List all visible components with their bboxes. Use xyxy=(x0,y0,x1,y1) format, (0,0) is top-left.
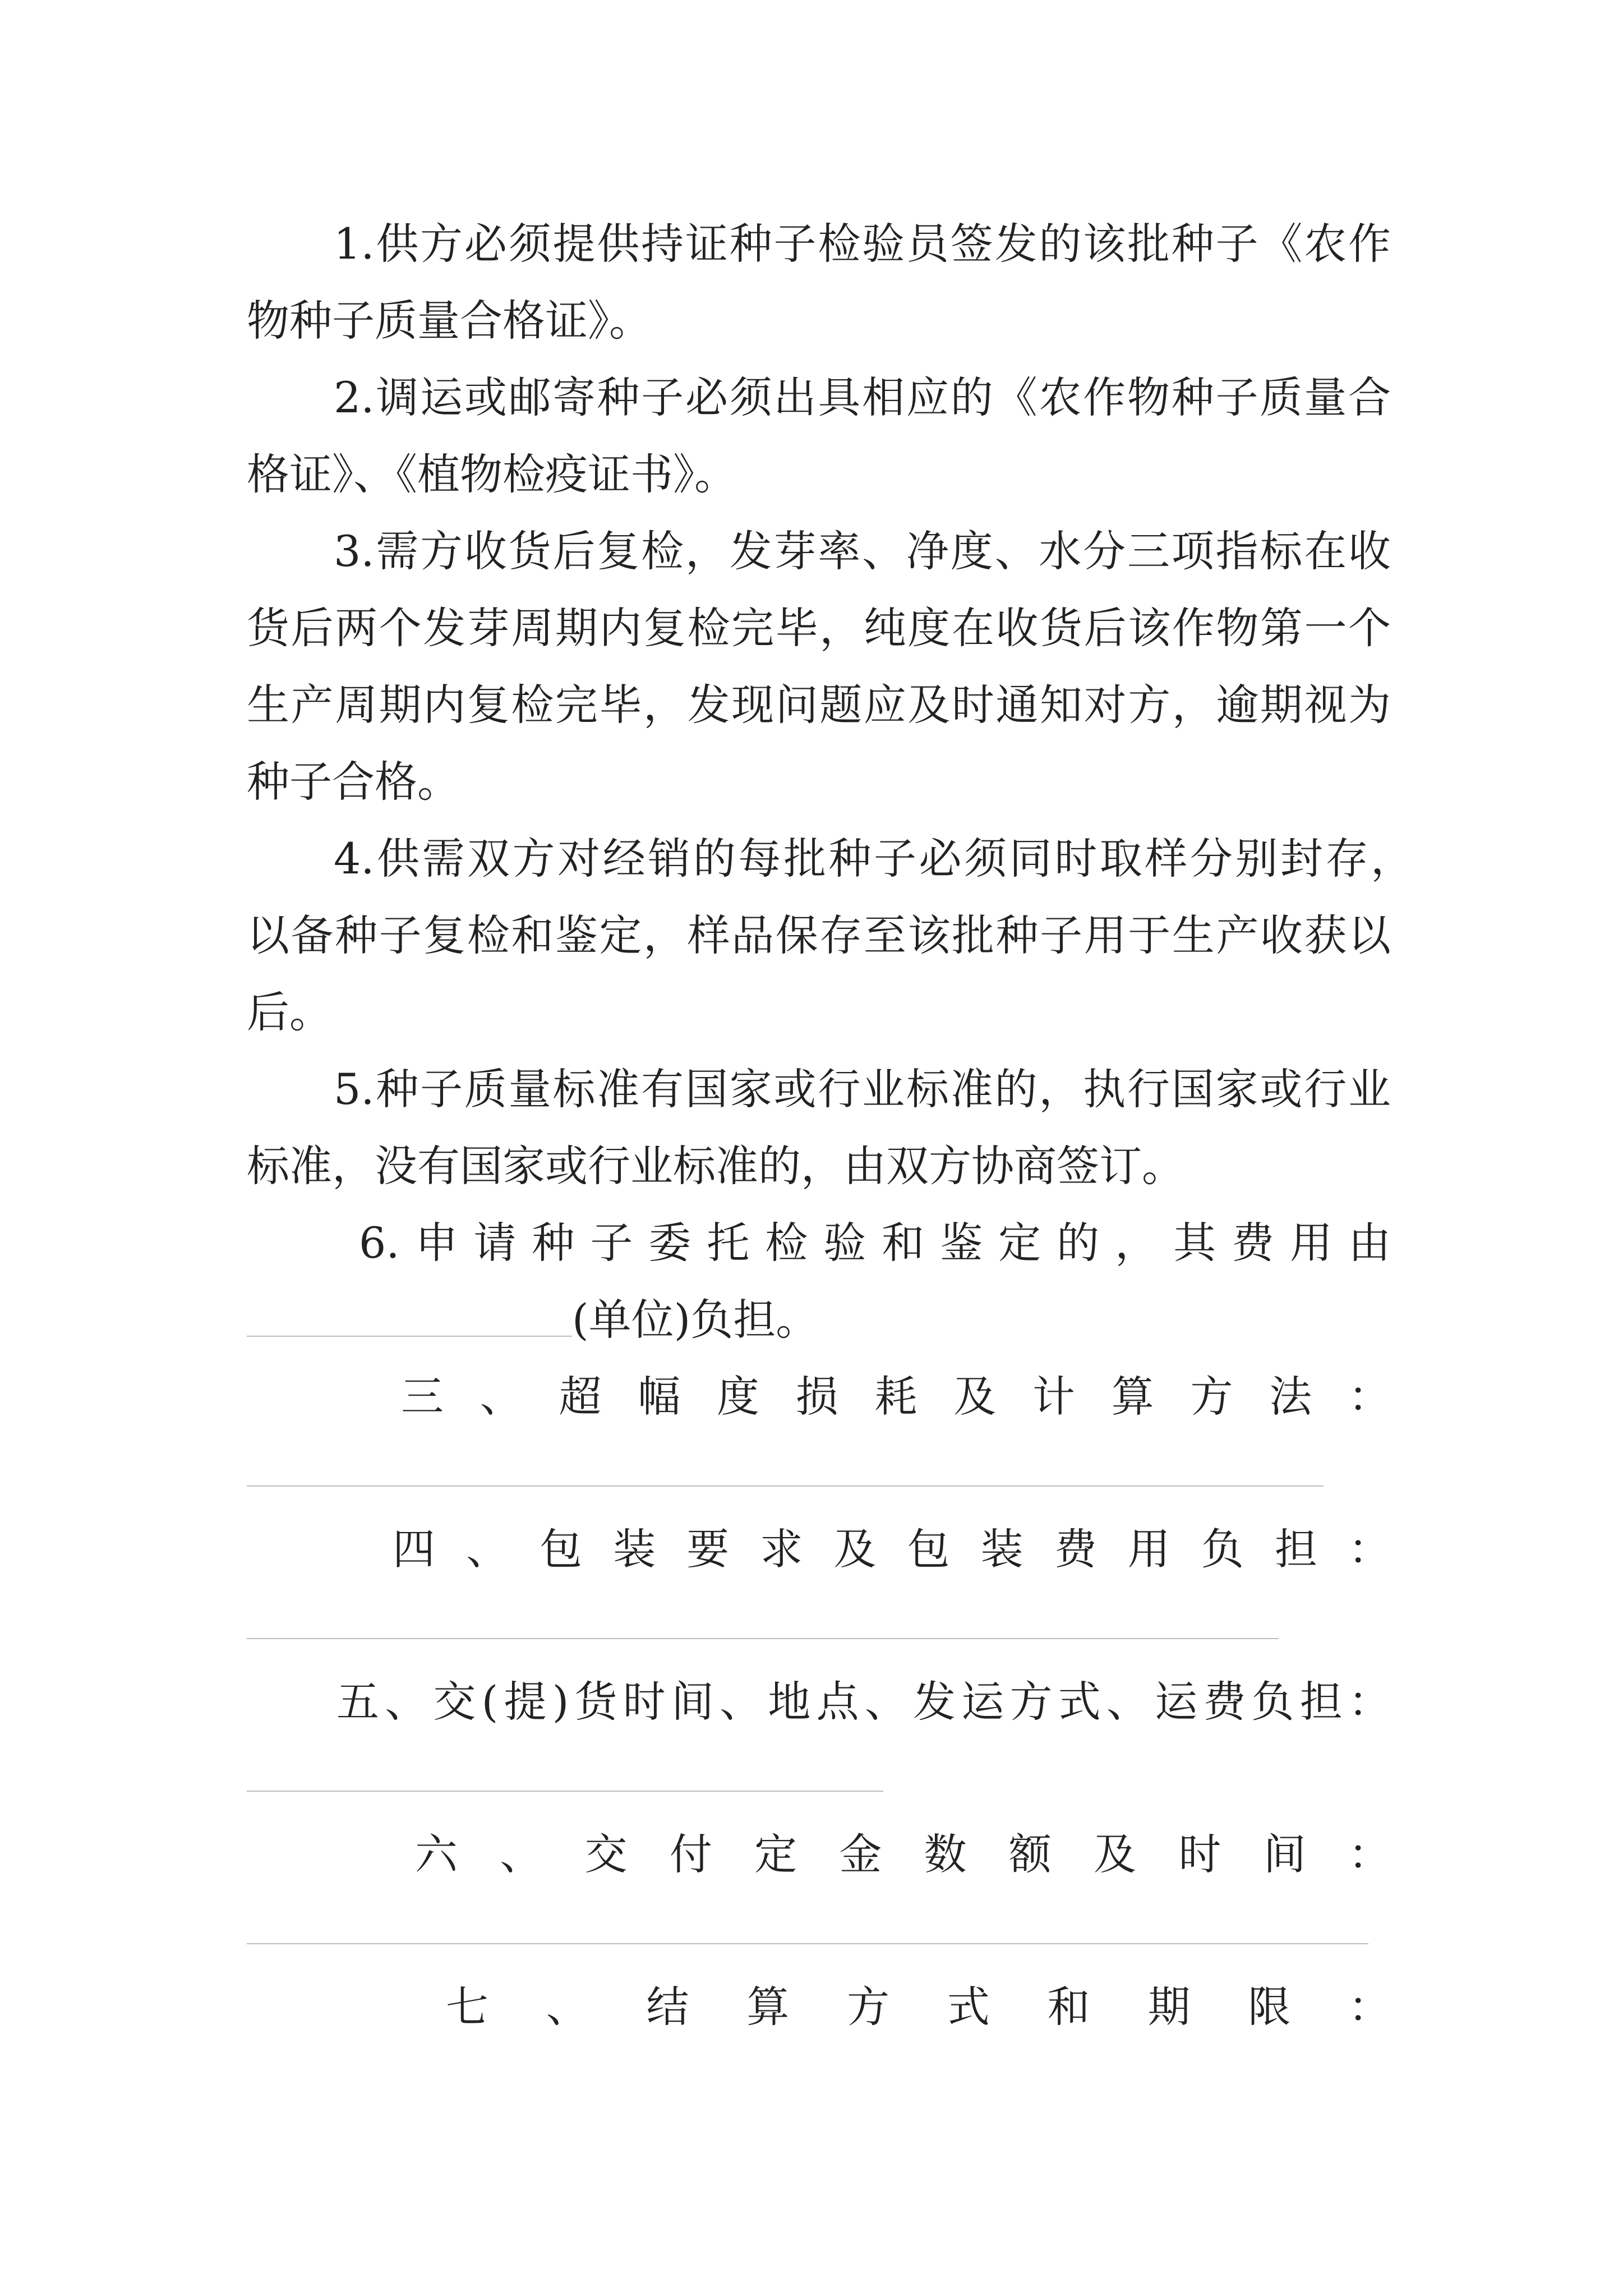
section-4-heading: 四、包装要求及包装费用负担： xyxy=(393,1524,1391,1574)
cost-party-suffix: (单位)负担。 xyxy=(572,1295,819,1345)
item-6-line-2 xyxy=(247,1292,1391,1348)
item-2-line-2: 格证》、《植物检疫证书》。 xyxy=(247,449,737,499)
item-3-line-4: 种子合格。 xyxy=(247,757,460,807)
item-1-line-2: 物种子质量合格证》。 xyxy=(247,296,652,346)
item-3-line-2: 货后两个发芽周期内复检完毕，纯度在收货后该作物第一个 xyxy=(247,603,1391,653)
item-3-line-3: 生产周期内复检完毕，发现问题应及时通知对方，逾期视为 xyxy=(247,680,1391,730)
section-5-blank[interactable] xyxy=(247,1791,883,1792)
cost-party-blank[interactable] xyxy=(247,1292,572,1337)
section-3-blank[interactable] xyxy=(247,1485,1324,1487)
section-6-blank[interactable] xyxy=(247,1943,1368,1944)
section-6-heading: 六、交付定金数额及时间： xyxy=(415,1829,1391,1879)
item-4-line-1: 4.供需双方对经销的每批种子必须同时取样分别封存， xyxy=(334,834,1413,884)
item-5-line-2: 标准，没有国家或行业标准的，由双方协商签订。 xyxy=(247,1141,1184,1191)
item-4-line-3: 后。 xyxy=(247,987,332,1037)
section-3-heading: 三、超幅度损耗及计算方法： xyxy=(401,1372,1391,1421)
item-1-line-1: 1.供方必须提供持证种子检验员签发的该批种子《农作 xyxy=(334,219,1391,269)
item-3-line-1: 3.需方收货后复检，发芽率、净度、水分三项指标在收 xyxy=(334,526,1391,576)
section-4-blank[interactable] xyxy=(247,1638,1279,1639)
item-6-line-1: 6.申请种子委托检验和鉴定的，其费用由 xyxy=(359,1218,1391,1268)
section-5-heading: 五、交(提)货时间、地点、发运方式、运费负担： xyxy=(336,1677,1391,1727)
item-4-line-2: 以备种子复检和鉴定，样品保存至该批种子用于生产收获以 xyxy=(247,910,1391,960)
item-5-line-1: 5.种子质量标准有国家或行业标准的，执行国家或行业 xyxy=(334,1064,1391,1114)
section-7-heading: 七、结算方式和期限： xyxy=(446,1982,1391,2032)
item-2-line-1: 2.调运或邮寄种子必须出具相应的《农作物种子质量合 xyxy=(334,372,1391,422)
